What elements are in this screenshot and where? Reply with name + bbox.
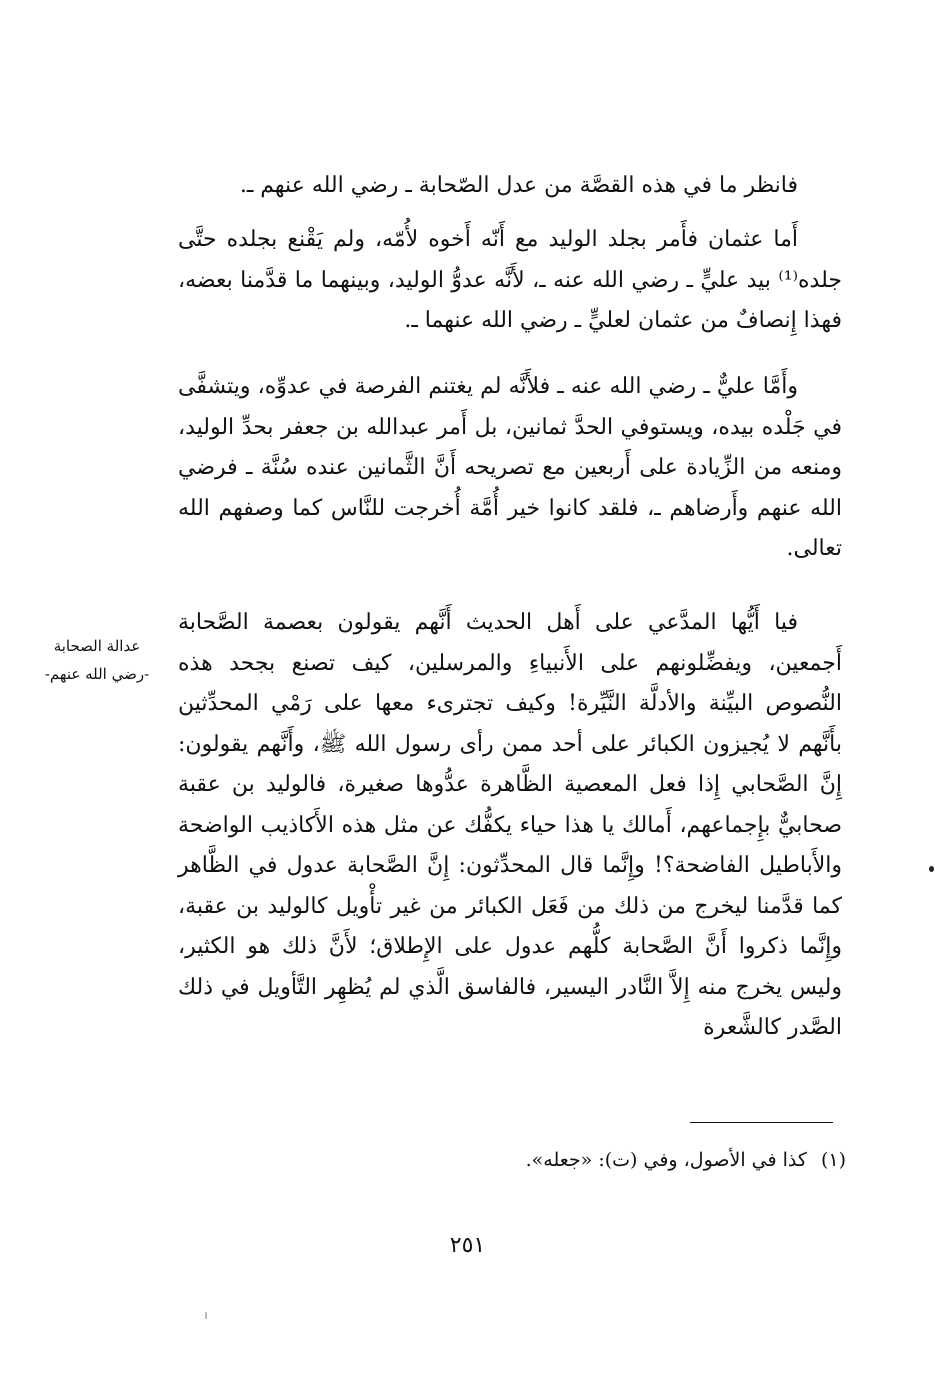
edge-dot-mark — [929, 866, 934, 872]
paragraph-4: فيا أَيُّها المدَّعي على أَهل الحديث أَنَّهم يقولون بعصمة الصَّحابة أَجمعين، ويفضِّلونهم على الأَنبياءِ والمرسلين، كيف تصنع بجحد هذه النُّصوص البيِّنة والأدلَّة النَّيِّرة! وكيف تجترىء معها على رَمْي المحدِّثين بأَنَّهم لا يُجيزون الكبائر على أحد ممن رأى رسول الله ﷺ، وأَنَّهم يقولون: إِنَّ الصَّحابي إِذا فعل المعصية الظَّاهرة عدُّوها صغيرة، فالوليد بن عقبة صحابيٌّ بإِجماعهم، أَمالك يا هذا حياء يكفُّك عن مثل هذه الأَكاذيب الواضحة والأَباطيل الفاضحة؟! وإِنَّما قال المحدِّثون: إِنَّ الصَّحابة عدول في الظَّاهر كما قدَّمنا ليخرج من ذلك من فَعَل الكبائر من غير تأْويل كالوليد بن عقبة، وإِنَّما ذكروا أَنَّ الصَّحابة كلُّهم عدول على الإِطلاق؛ لأَنَّ ذلك هو الكثير، وليس يخرج منه إِلاَّ النَّادر اليسير، فالفاسق الَّذي لم يُظهِر التَّأويل في ذلك الصَّدر كالشَّعرة — [178, 610, 842, 1040]
footnote-number: (١) — [820, 1149, 846, 1171]
margin-note — [22, 632, 172, 688]
scan-speck — [205, 1312, 207, 1319]
footnote — [180, 1145, 846, 1175]
footnote-text: كذا في الأصول، وفي (ت): «جعله». — [525, 1149, 807, 1171]
margin-note-title: عدالة الصحابة — [53, 637, 141, 655]
page-number: ٢٥١ — [449, 1233, 486, 1258]
paragraph-3: وأَمَّا عليٌّ ـ رضي الله عنه ـ فلأَنَّه لم يغتنم الفرصة في عدوِّه، ويتشفَّى في جَلْده بيده، ويستوفي الحدَّ ثمانين، بل أَمر عبدالله بن جعفر بحدِّ الوليد، ومنعه من الزِّيادة على أَربعين مع تصريحه أَنَّ الثَّمانين عنده سُنَّة ـ فرضي الله عنهم وأَرضاهم ـ، فلقد كانوا خير أُمَّة أُخرجت للنَّاس كما وصفهم الله تعالى. — [178, 374, 842, 561]
paragraph-2: أَما عثمان فأَمر بجلد الوليد مع أَنّه أَخوه لأُمّه، ولم يَقْنع بجلده حتَّى جلده⁽¹⁾ بيد عليٍّ ـ رضي الله عنه ـ، لأَنَّه عدوُّ الوليد، وبينهما ما قدَّمنا بعضه، فهذا إِنصافٌ من عثمان لعليٍّ ـ رضي الله عنهما ـ. — [178, 227, 842, 333]
paragraph-1: فانظر ما في هذه القصَّة من عدل الصّحابة ـ رضي الله عنهم ـ. — [239, 173, 798, 198]
margin-note-subtitle: -رضي الله عنهم- — [44, 665, 150, 683]
footnote-divider — [690, 1122, 833, 1123]
